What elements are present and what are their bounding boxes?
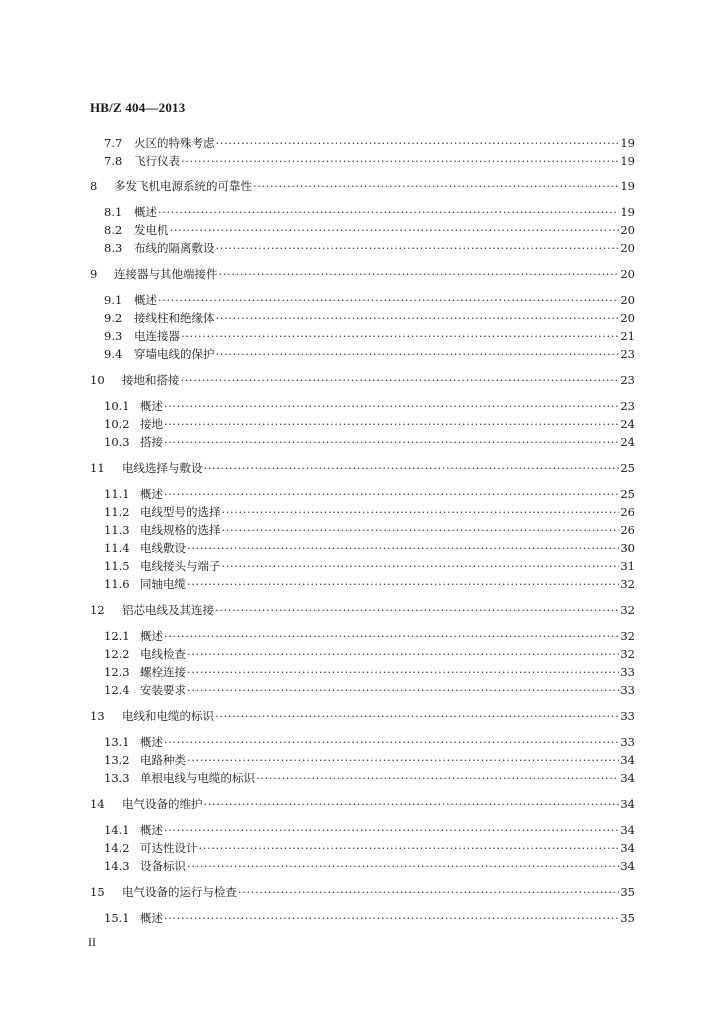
toc-entry-number: 10.1 (104, 399, 130, 413)
toc-section-entry[interactable] (104, 240, 635, 256)
toc-section-entry[interactable] (104, 522, 635, 538)
toc-entry-number: 15 (90, 885, 105, 899)
toc-chapter-entry[interactable] (90, 708, 635, 724)
toc-entry-page: 34 (620, 771, 635, 785)
toc-dot-leader (204, 460, 620, 476)
toc-entry-number: 12.4 (104, 683, 130, 697)
toc-entry-page: 23 (620, 399, 635, 413)
toc-entry-page: 34 (620, 797, 635, 811)
toc-section-entry[interactable] (104, 328, 635, 344)
toc-entry-number: 8.1 (104, 205, 123, 219)
toc-entry-page: 33 (620, 683, 635, 697)
toc-section-entry[interactable] (104, 752, 635, 768)
toc-section-entry[interactable] (104, 204, 635, 220)
toc-entry-page: 23 (620, 373, 635, 387)
toc-chapter-entry[interactable] (90, 602, 635, 618)
toc-entry-number: 8 (90, 179, 98, 193)
toc-dot-leader (164, 910, 619, 926)
toc-entry-title: 铝芯电线及其连接 (122, 603, 214, 617)
toc-dot-leader (215, 708, 619, 724)
toc-dot-leader (181, 153, 619, 169)
toc-entry-page: 19 (620, 154, 635, 168)
toc-dot-leader (222, 558, 620, 574)
toc-entry-page: 20 (620, 267, 635, 281)
toc-dot-leader (222, 504, 620, 520)
toc-entry-number: 12.3 (104, 665, 130, 679)
toc-entry-number: 13.1 (104, 735, 130, 749)
toc-dot-leader (170, 222, 620, 238)
toc-dot-leader (181, 328, 619, 344)
toc-entry-number: 10 (90, 373, 105, 387)
toc-entry-title: 接地和搭接 (122, 373, 180, 387)
toc-entry-page: 20 (620, 241, 635, 255)
toc-dot-leader (219, 266, 620, 282)
toc-entry-number: 12.2 (104, 647, 130, 661)
toc-entry-page: 30 (620, 541, 635, 555)
toc-section-entry[interactable] (104, 558, 635, 574)
toc-entry-page: 32 (620, 647, 635, 661)
toc-entry-number: 12.1 (104, 629, 130, 643)
toc-entry-title: 电线和电缆的标识 (122, 709, 214, 723)
toc-section-entry[interactable] (104, 910, 635, 926)
toc-entry-number: 14.3 (104, 859, 130, 873)
toc-entry-title: 电线规格的选择 (140, 523, 221, 537)
toc-entry-title: 可达性设计 (140, 841, 198, 855)
toc-entry-page: 32 (620, 629, 635, 643)
toc-entry-title: 接线柱和绝缘体 (134, 311, 215, 325)
toc-dot-leader (187, 646, 619, 662)
toc-entry-title: 概述 (140, 629, 163, 643)
toc-entry-number: 10.3 (104, 435, 130, 449)
toc-dot-leader (216, 346, 620, 362)
document-code-header: HB/Z 404—2013 (90, 100, 186, 115)
toc-entry-title: 设备标识 (140, 859, 186, 873)
toc-chapter-entry[interactable] (90, 884, 635, 900)
toc-section-entry[interactable] (104, 858, 635, 874)
toc-entry-number: 11.4 (104, 541, 130, 555)
toc-dot-leader (164, 822, 619, 838)
toc-entry-page: 32 (620, 577, 635, 591)
toc-section-entry[interactable] (104, 153, 635, 169)
toc-entry-page: 26 (620, 523, 635, 537)
toc-entry-title: 概述 (140, 735, 163, 749)
toc-entry-title: 火区的特殊考虑 (134, 136, 215, 150)
toc-entry-number: 15.1 (104, 911, 130, 925)
toc-dot-leader (215, 602, 619, 618)
toc-entry-number: 14.2 (104, 841, 130, 855)
toc-entry-title: 电路种类 (140, 753, 186, 767)
toc-dot-leader (187, 540, 619, 556)
toc-dot-leader (216, 310, 620, 326)
toc-entry-page: 31 (620, 559, 635, 573)
toc-entry-number: 11.5 (104, 559, 130, 573)
toc-section-entry[interactable] (104, 664, 635, 680)
toc-entry-title: 电气设备的运行与检查 (122, 885, 237, 899)
toc-entry-number: 14 (90, 797, 105, 811)
toc-entry-page: 24 (620, 417, 635, 431)
toc-entry-number: 9.4 (104, 347, 123, 361)
toc-entry-page: 26 (620, 505, 635, 519)
toc-entry-page: 34 (620, 841, 635, 855)
toc-dot-leader (164, 416, 619, 432)
toc-entry-page: 25 (620, 487, 635, 501)
toc-entry-title: 多发飞机电源系统的可靠性 (114, 179, 252, 193)
toc-section-entry[interactable] (104, 576, 635, 592)
toc-section-entry[interactable] (104, 135, 635, 151)
toc-section-entry[interactable] (104, 540, 635, 556)
toc-entry-number: 13.3 (104, 771, 130, 785)
toc-entry-page: 35 (620, 911, 635, 925)
toc-section-entry[interactable] (104, 222, 635, 238)
toc-section-entry[interactable] (104, 682, 635, 698)
toc-entry-page: 20 (620, 293, 635, 307)
toc-dot-leader (187, 664, 619, 680)
toc-entry-page: 20 (620, 311, 635, 325)
toc-chapter-entry[interactable] (90, 460, 635, 476)
toc-entry-page: 33 (620, 665, 635, 679)
toc-entry-title: 同轴电缆 (140, 577, 186, 591)
toc-entry-page: 34 (620, 859, 635, 873)
toc-entry-title: 布线的隔离敷设 (134, 241, 215, 255)
toc-entry-title: 电线选择与敷设 (122, 461, 203, 475)
toc-entry-number: 11.2 (104, 505, 130, 519)
toc-entry-page: 21 (620, 329, 635, 343)
toc-dot-leader (164, 486, 619, 502)
toc-dot-leader (204, 796, 620, 812)
toc-entry-number: 9.2 (104, 311, 123, 325)
toc-section-entry[interactable] (104, 822, 635, 838)
toc-entry-title: 连接器与其他端接件 (114, 267, 218, 281)
toc-entry-number: 11 (90, 461, 105, 475)
toc-entry-title: 概述 (140, 487, 163, 501)
toc-dot-leader (216, 240, 620, 256)
toc-entry-page: 34 (620, 753, 635, 767)
page-number-roman: II (88, 935, 96, 949)
toc-section-entry[interactable] (104, 398, 635, 414)
toc-chapter-entry[interactable] (90, 266, 635, 282)
toc-dot-leader (181, 372, 620, 388)
toc-entry-number: 9.3 (104, 329, 123, 343)
toc-chapter-entry[interactable] (90, 372, 635, 388)
toc-entry-title: 单根电线与电缆的标识 (140, 771, 255, 785)
toc-entry-title: 概述 (134, 205, 157, 219)
toc-section-entry[interactable] (104, 486, 635, 502)
toc-entry-page: 34 (620, 823, 635, 837)
toc-section-entry[interactable] (104, 504, 635, 520)
toc-entry-number: 14.1 (104, 823, 130, 837)
toc-dot-leader (164, 734, 619, 750)
toc-entry-page: 35 (620, 885, 635, 899)
toc-section-entry[interactable] (104, 646, 635, 662)
toc-entry-page: 20 (620, 223, 635, 237)
toc-entry-number: 10.2 (104, 417, 130, 431)
toc-dot-leader (238, 884, 619, 900)
toc-entry-title: 螺栓连接 (140, 665, 186, 679)
toc-entry-title: 电线型号的选择 (140, 505, 221, 519)
toc-entry-number: 11.6 (104, 577, 130, 591)
toc-section-entry[interactable] (104, 840, 635, 856)
toc-entry-number: 13 (90, 709, 105, 723)
toc-entry-title: 电连接器 (134, 329, 180, 343)
toc-section-entry[interactable] (104, 770, 635, 786)
toc-entry-title: 概述 (140, 399, 163, 413)
toc-entry-page: 33 (620, 735, 635, 749)
toc-entry-page: 33 (620, 709, 635, 723)
toc-dot-leader (164, 398, 619, 414)
toc-dot-leader (164, 628, 619, 644)
toc-entry-number: 13.2 (104, 753, 130, 767)
toc-entry-page: 23 (620, 347, 635, 361)
toc-entry-title: 电线敷设 (140, 541, 186, 555)
toc-dot-leader (253, 178, 619, 194)
toc-dot-leader (158, 292, 619, 308)
toc-dot-leader (187, 858, 619, 874)
toc-dot-leader (256, 770, 619, 786)
toc-dot-leader (199, 840, 620, 856)
toc-entry-title: 接地 (140, 417, 163, 431)
toc-entry-title: 电气设备的维护 (122, 797, 203, 811)
toc-entry-page: 19 (620, 179, 635, 193)
toc-entry-title: 搭接 (140, 435, 163, 449)
toc-entry-number: 7.7 (104, 136, 123, 150)
toc-entry-title: 飞行仪表 (134, 154, 180, 168)
toc-entry-number: 7.8 (104, 154, 123, 168)
toc-entry-title: 穿墙电线的保护 (134, 347, 215, 361)
toc-entry-number: 12 (90, 603, 105, 617)
toc-section-entry[interactable] (104, 734, 635, 750)
toc-chapter-entry[interactable] (90, 796, 635, 812)
toc-section-entry[interactable] (104, 416, 635, 432)
toc-section-entry[interactable] (104, 292, 635, 308)
toc-entry-title: 电线检查 (140, 647, 186, 661)
toc-entry-title: 概述 (140, 823, 163, 837)
toc-dot-leader (164, 434, 619, 450)
toc-entry-title: 安装要求 (140, 683, 186, 697)
toc-entry-page: 19 (620, 136, 635, 150)
toc-section-entry[interactable] (104, 628, 635, 644)
toc-dot-leader (187, 682, 619, 698)
toc-entry-number: 11.3 (104, 523, 130, 537)
toc-entry-number: 8.2 (104, 223, 123, 237)
toc-entry-number: 11.1 (104, 487, 130, 501)
toc-entry-page: 19 (620, 205, 635, 219)
toc-dot-leader (187, 752, 619, 768)
toc-entry-page: 24 (620, 435, 635, 449)
toc-entry-number: 8.3 (104, 241, 123, 255)
toc-dot-leader (222, 522, 620, 538)
toc-entry-title: 电线接头与端子 (140, 559, 221, 573)
toc-section-entry[interactable] (104, 346, 635, 362)
toc-dot-leader (187, 576, 619, 592)
toc-entry-title: 概述 (134, 293, 157, 307)
toc-entry-number: 9 (90, 267, 98, 281)
toc-section-entry[interactable] (104, 310, 635, 326)
toc-entry-title: 概述 (140, 911, 163, 925)
toc-dot-leader (158, 204, 619, 220)
toc-section-entry[interactable] (104, 434, 635, 450)
toc-entry-page: 32 (620, 603, 635, 617)
toc-entry-title: 发电机 (134, 223, 169, 237)
toc-dot-leader (216, 135, 620, 151)
toc-chapter-entry[interactable] (90, 178, 635, 194)
toc-entry-page: 25 (620, 461, 635, 475)
toc-entry-number: 9.1 (104, 293, 123, 307)
